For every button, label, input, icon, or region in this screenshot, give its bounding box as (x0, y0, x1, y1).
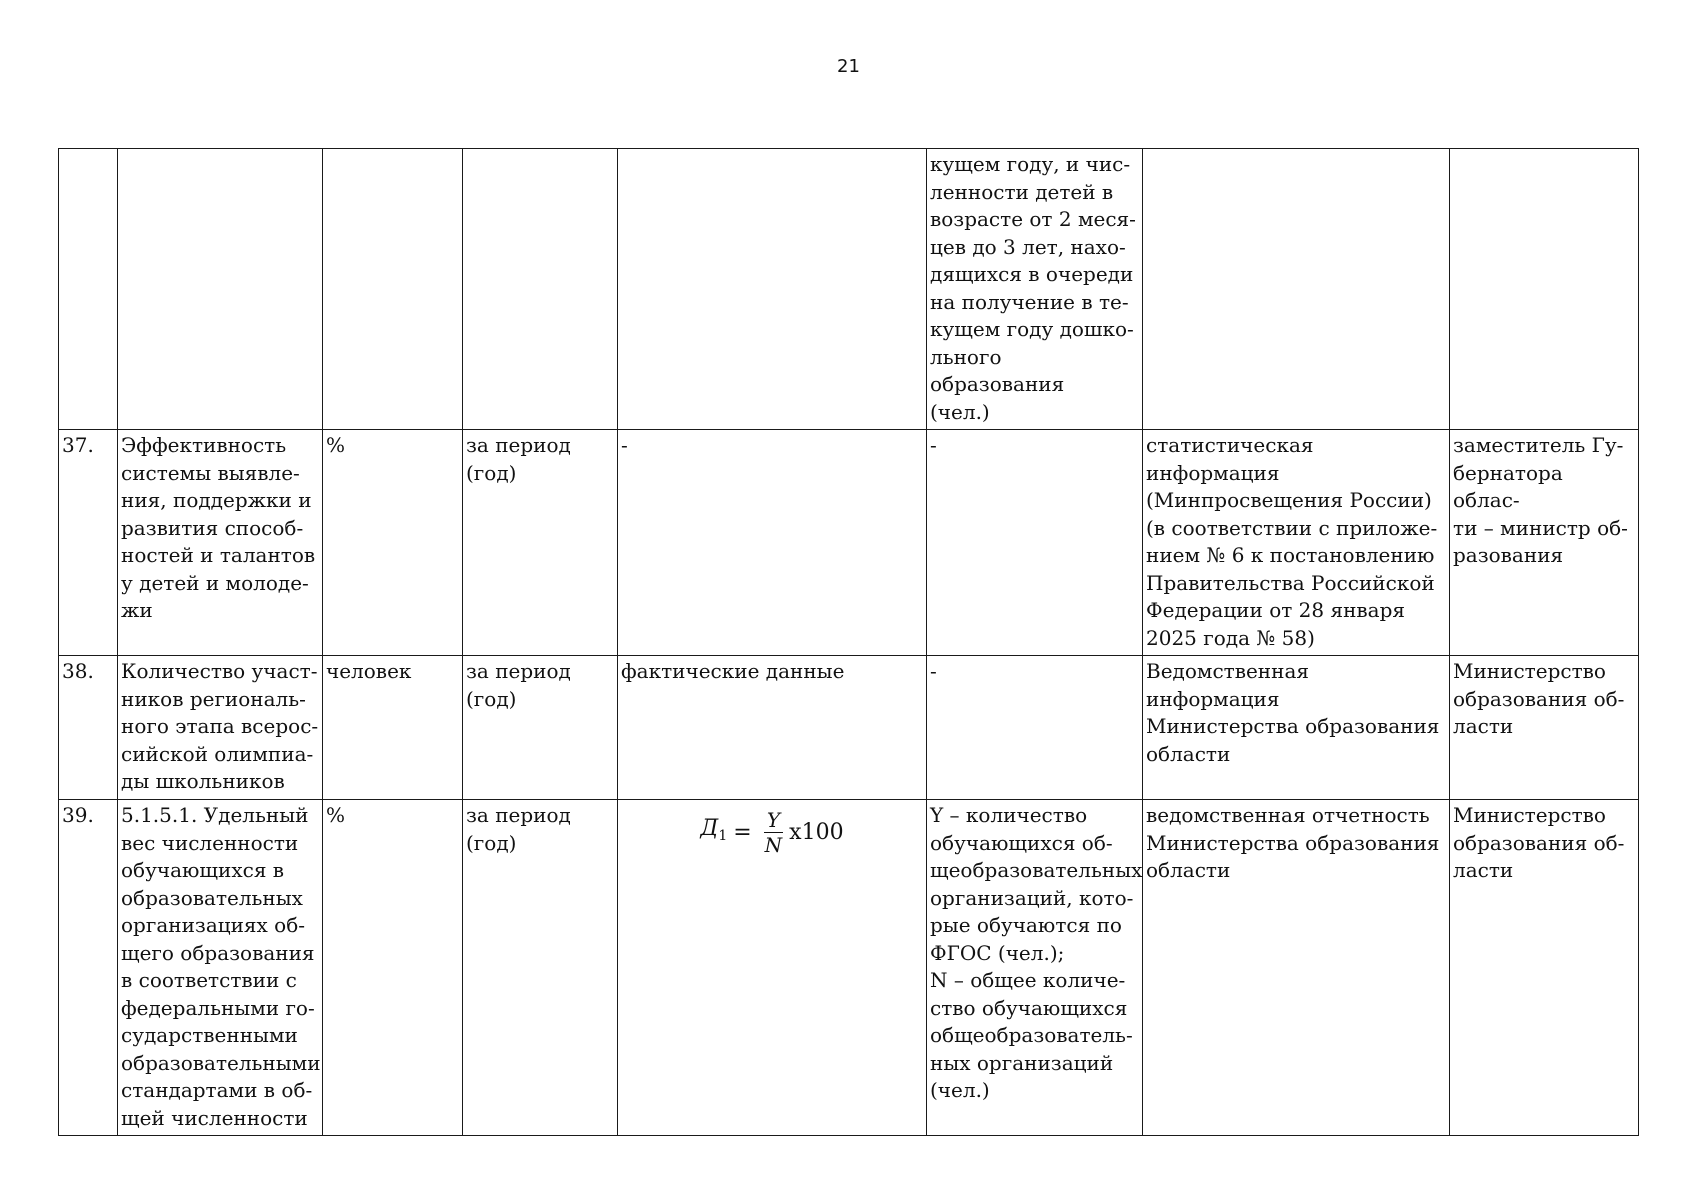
formula-numerator: Y (764, 808, 783, 833)
cell-responsible: Министерство образования об- ласти (1450, 800, 1639, 1136)
cell-number: 39. (59, 800, 118, 1136)
indicator-table (58, 148, 1639, 1136)
cell-indicator-name: Количество участ- ников региональ- ного этапа всерос- сийской олимпиа- ды школьников (118, 656, 323, 800)
cell-unit: % (323, 800, 463, 1136)
cell-indicator-name (118, 149, 323, 430)
cell-description: кущем году, и чис- ленности детей в возрасте от 2 меся- цев до 3 лет, нахо- дящихся в очереди на получение в те- кущем году дошко- льного образования (чел.) (927, 149, 1143, 430)
cell-period: за период (год) (463, 430, 618, 656)
cell-period: за период (год) (463, 656, 618, 800)
cell-responsible: Министерство образования об- ласти (1450, 656, 1639, 800)
cell-source (1143, 149, 1450, 430)
formula-denominator: N (764, 833, 783, 857)
cell-unit: человек (323, 656, 463, 800)
formula (700, 808, 843, 857)
cell-number: 38. (59, 656, 118, 800)
cell-source: ведомственная отчетность Министерства образования области (1143, 800, 1450, 1136)
cell-indicator-name: 5.1.5.1. Удельный вес численности обучающихся в образовательных организациях об- щего образования в соответствии с федеральными го- сударственными образовательными стандартами в об- щей численности (118, 800, 323, 1136)
cell-responsible: заместитель Гу- бернатора облас- ти – министр об- разования (1450, 430, 1639, 656)
formula-equals: = (733, 819, 752, 845)
cell-source: статистическая информация (Минпросвещения России) (в соответствии с приложе- нием № 6 к постановлению Правительства Российской Федерации от 28 января 2025 года № 58) (1143, 430, 1450, 656)
cell-period: за период (год) (463, 800, 618, 1136)
table-body (59, 149, 1639, 1136)
table-row (59, 149, 1639, 430)
cell-number: 37. (59, 430, 118, 656)
page-number: 21 (837, 56, 860, 77)
cell-description: - (927, 430, 1143, 656)
cell-indicator-name: Эффективность системы выявле- ния, поддержки и развития способ- ностей и талантов у детей и молоде- жи (118, 430, 323, 656)
cell-unit: % (323, 430, 463, 656)
cell-number (59, 149, 118, 430)
cell-method: - (618, 430, 927, 656)
cell-method (618, 149, 927, 430)
formula-subscript: 1 (718, 827, 728, 844)
table-row (59, 656, 1639, 800)
formula-multiplier: x100 (789, 819, 844, 845)
table-row (59, 800, 1639, 1136)
cell-period (463, 149, 618, 430)
cell-responsible (1450, 149, 1639, 430)
cell-method (618, 800, 927, 1136)
cell-unit (323, 149, 463, 430)
cell-method: фактические данные (618, 656, 927, 800)
formula-fraction (762, 808, 786, 857)
formula-lhs: $Д_1$ (700, 815, 728, 844)
cell-description: Y – количество обучающихся об- щеобразовательных организаций, кото- рые обучаются по ФГОС (чел.); N – общее количе- ство обучающихся общеобразователь- ных организаций (чел.) (927, 800, 1143, 1136)
cell-source: Ведомственная информация Министерства образования области (1143, 656, 1450, 800)
table-row (59, 430, 1639, 656)
cell-description: - (927, 656, 1143, 800)
